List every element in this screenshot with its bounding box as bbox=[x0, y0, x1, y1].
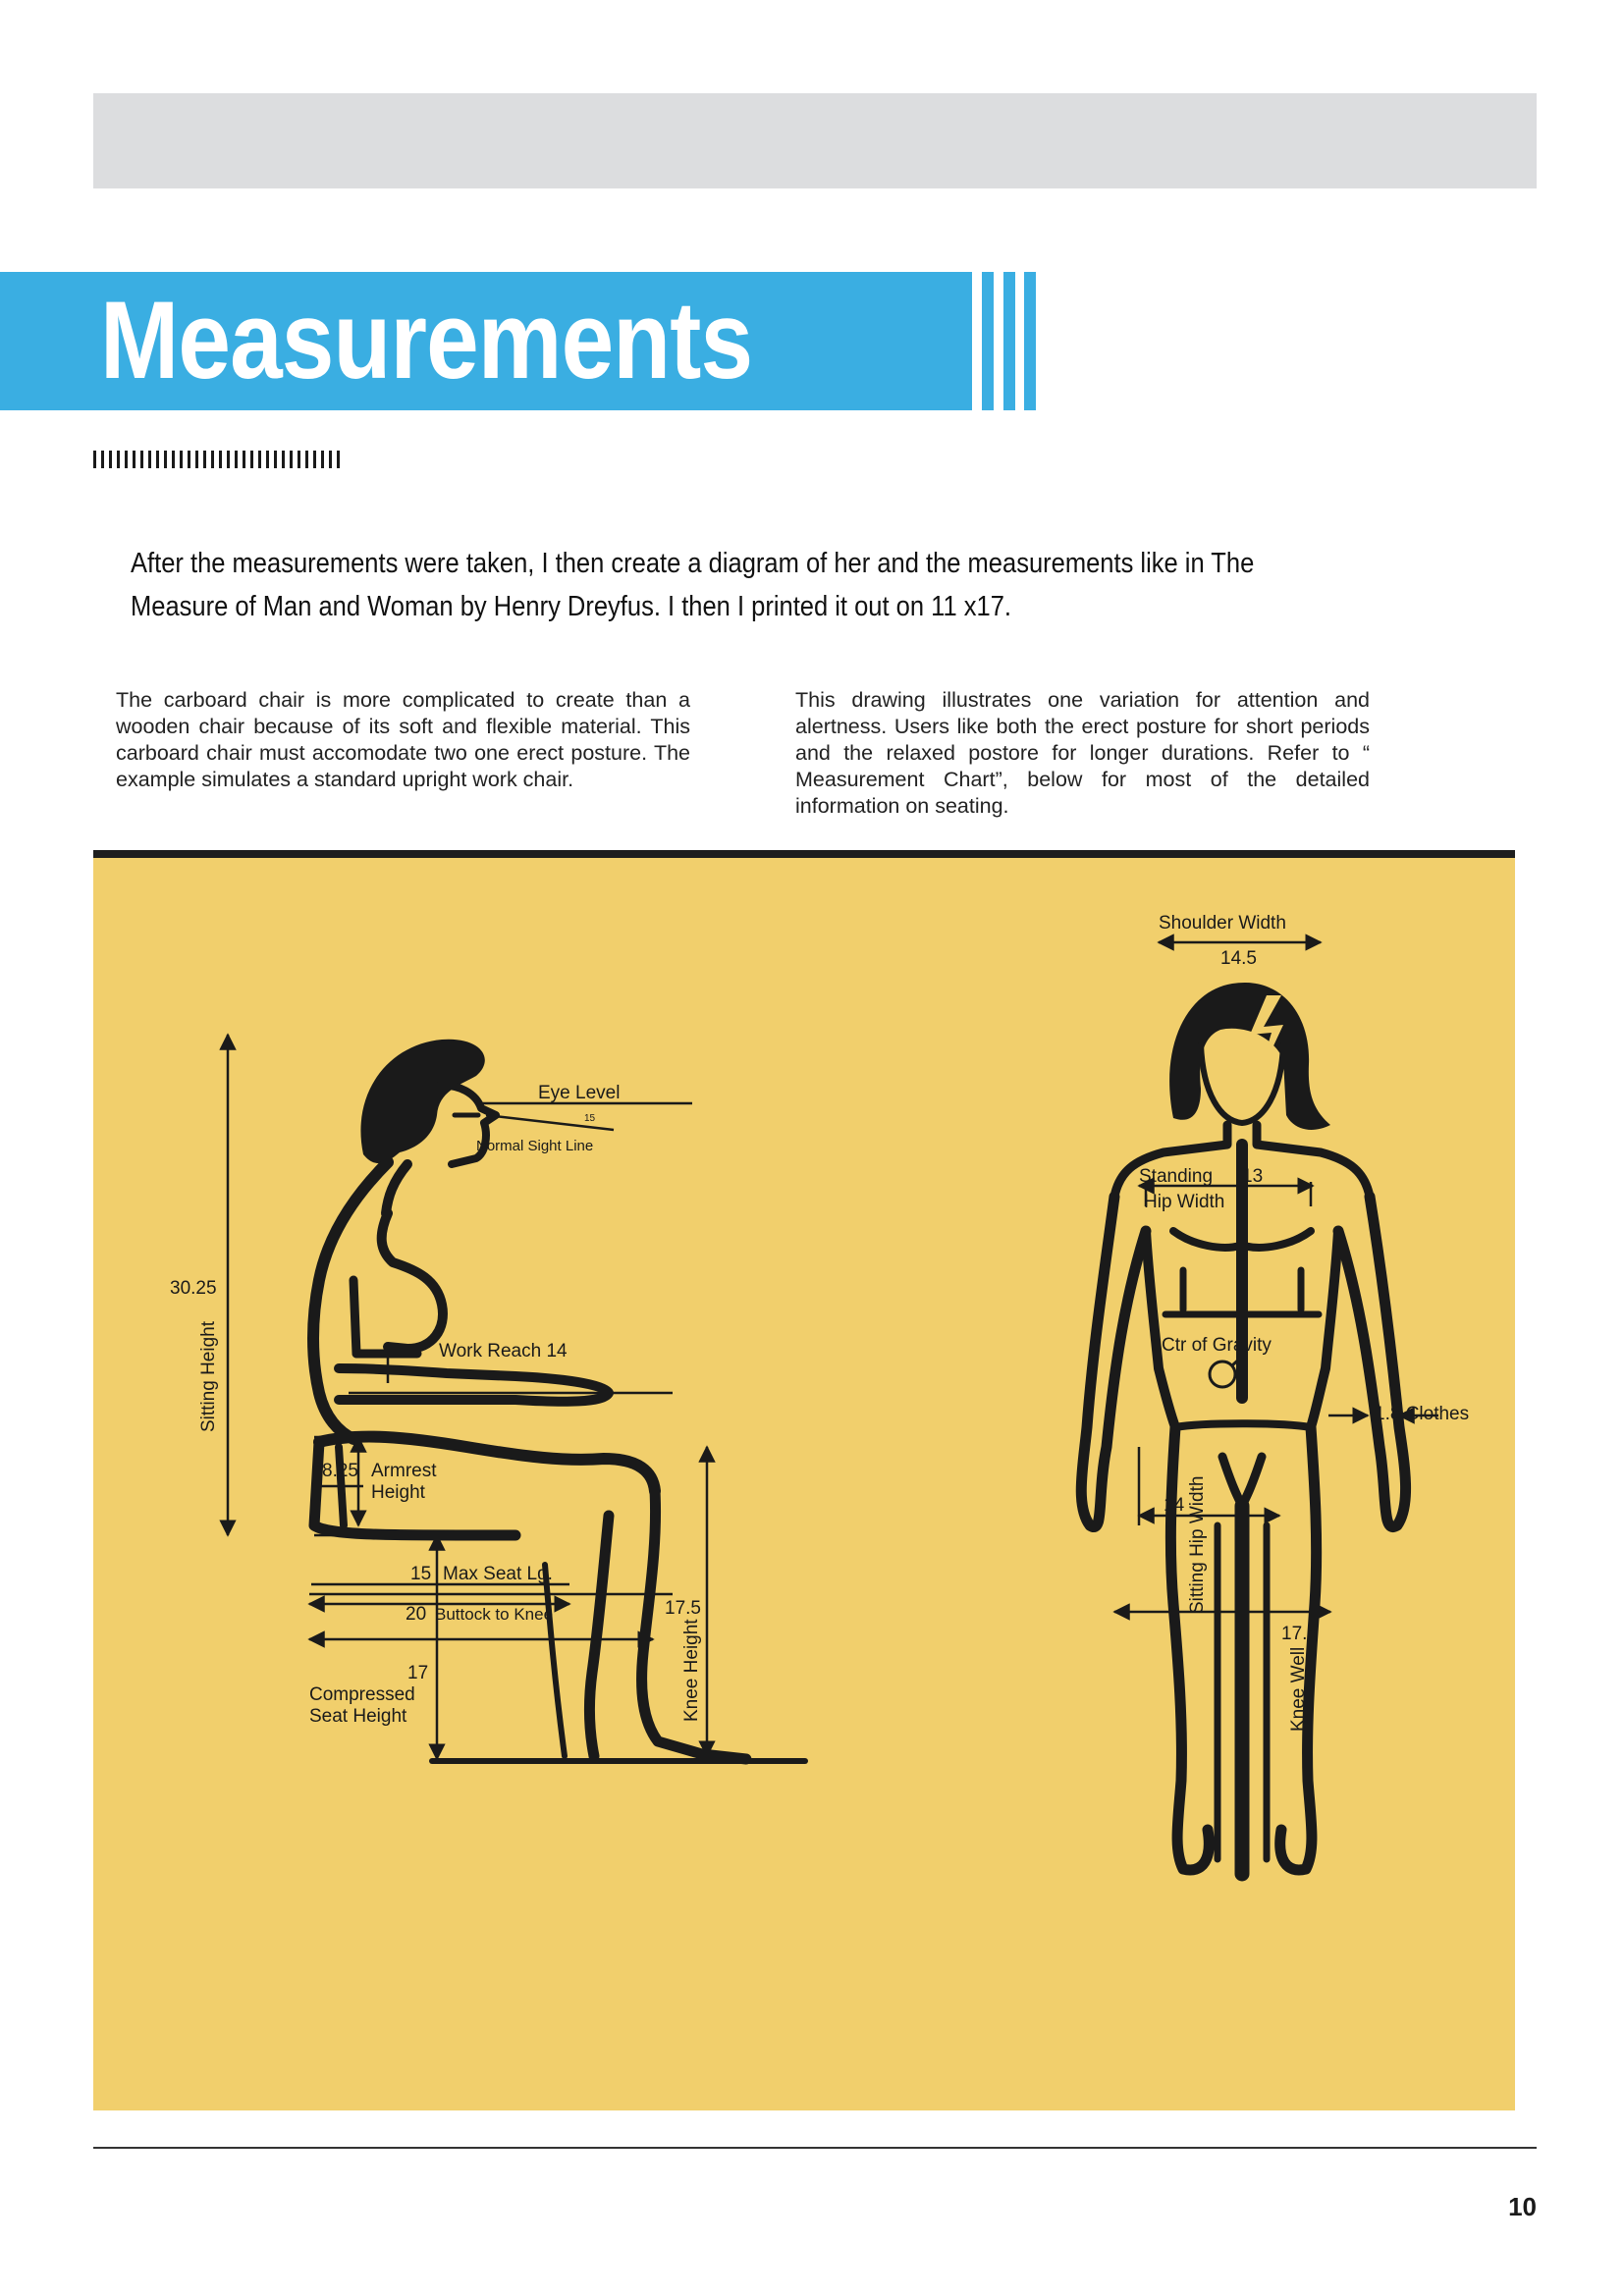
seat-height-label-2: Seat Height bbox=[309, 1706, 407, 1727]
standing-arm-right bbox=[1338, 1197, 1406, 1527]
lead-paragraph: After the measurements were taken, I then create a diagram of her and the measurements like in The Measure of Man and Woman by Henry Dreyfus. I then I printed it out on 11 x17. bbox=[131, 548, 1255, 622]
decorative-hatch bbox=[93, 451, 343, 468]
standing-hair bbox=[1169, 983, 1330, 1130]
standing-arm-left bbox=[1081, 1197, 1146, 1527]
title-stripe bbox=[1024, 272, 1036, 410]
sitting-hip-label: Sitting Hip Width bbox=[1187, 1475, 1208, 1614]
page-number: 10 bbox=[1508, 2192, 1537, 2221]
knee-well-label: Knee Well bbox=[1288, 1646, 1309, 1732]
max-seat-value: 15 bbox=[410, 1564, 432, 1584]
seat-height-value: 17 bbox=[407, 1663, 429, 1683]
max-seat-label: Max Seat Lg. bbox=[443, 1564, 553, 1584]
clothes-label: 1.8 Clothes bbox=[1375, 1404, 1470, 1424]
title-stripe bbox=[982, 272, 994, 410]
eye-level-label: Eye Level bbox=[538, 1083, 621, 1103]
armrest-label-2: Height bbox=[371, 1482, 425, 1503]
sitting-height-value: 30.25 bbox=[170, 1278, 217, 1299]
knee-height-value: 17.5 bbox=[665, 1598, 701, 1619]
standing-hip-label-2: Hip Width bbox=[1144, 1192, 1225, 1212]
sitting-hip-value: 14 bbox=[1164, 1495, 1185, 1516]
sitting-height-label: Sitting Height bbox=[198, 1320, 219, 1432]
armrest-label-1: Armrest bbox=[371, 1461, 437, 1481]
header-band bbox=[93, 93, 1537, 188]
panel-top-rule bbox=[93, 850, 1515, 858]
seat-height-label-1: Compressed bbox=[309, 1684, 415, 1705]
normal-sight-label: Normal Sight Line bbox=[476, 1138, 594, 1154]
sight-angle-label: 15 bbox=[584, 1113, 596, 1124]
standing-hip-label-1: Standing bbox=[1139, 1166, 1214, 1187]
work-reach-label: Work Reach 14 bbox=[439, 1341, 568, 1362]
buttock-knee-label: Buttock to Knee bbox=[435, 1605, 554, 1624]
page-title: Measurements bbox=[100, 279, 753, 401]
footer-rule bbox=[93, 2147, 1537, 2149]
seated-thigh bbox=[319, 1437, 655, 1491]
knee-height-label: Knee Height bbox=[681, 1619, 702, 1722]
armrest-value: 8.25 bbox=[322, 1461, 358, 1481]
seated-torso bbox=[382, 1213, 443, 1349]
title-stripe bbox=[1003, 272, 1015, 410]
seated-hair bbox=[360, 1040, 484, 1163]
shoulder-width-label: Shoulder Width bbox=[1159, 913, 1286, 934]
body-column-left: The carboard chair is more complicated to create than a wooden chair because of its soft and flexible material. This carboard chair must accomodate two one erect posture. The example simulates a standard upright work chair. bbox=[116, 688, 690, 791]
center-gravity-label: Ctr of Gravity bbox=[1162, 1335, 1272, 1356]
standing-hip-value: 13 bbox=[1242, 1166, 1264, 1187]
shoulder-width-value: 14.5 bbox=[1220, 948, 1257, 969]
standing-face bbox=[1201, 1044, 1283, 1123]
knee-well-value: 17.5 bbox=[1281, 1624, 1318, 1644]
body-column-right: This drawing illustrates one variation for attention and alertness. Users like both the erect posture for short periods and the relaxed postore for longer durations. Refer to “ Measurement Chart”, below for most of the detailed information on seating. bbox=[795, 688, 1370, 818]
buttock-knee-value: 20 bbox=[406, 1604, 427, 1625]
anthropometric-diagram bbox=[93, 858, 1515, 2110]
standing-figure bbox=[1081, 983, 1405, 1874]
